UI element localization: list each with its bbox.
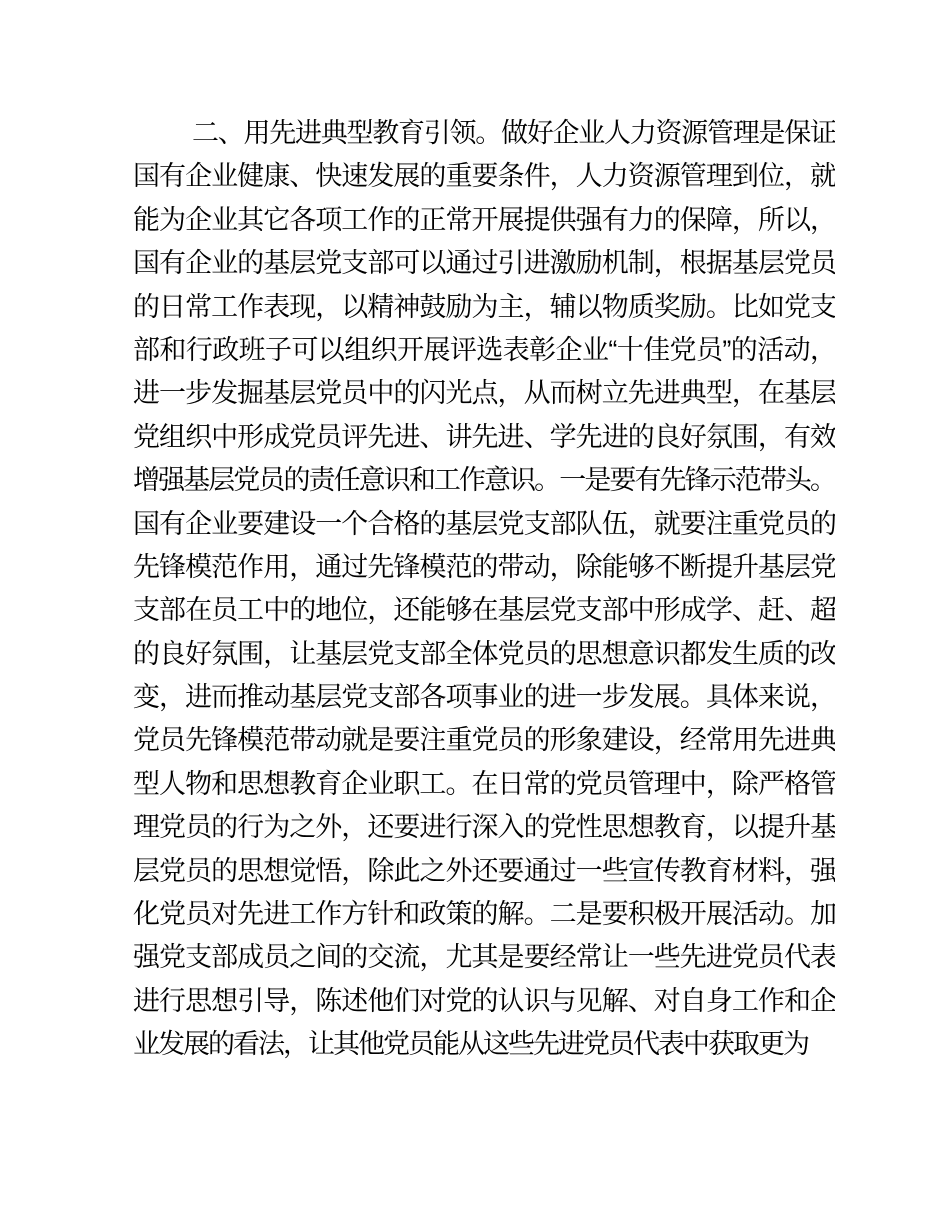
text-line: 进一步发掘基层党员中的闪光点，从而树立先进典型，在基层: [133, 378, 835, 409]
text-line: 的日常工作表现，以精神鼓励为主，辅以物质奖励。比如党支: [133, 291, 835, 322]
text-line: 的良好氛围，让基层党支部全体党员的思想意识都发生质的改: [133, 638, 835, 669]
text-line: 国有企业的基层党支部可以通过引进激励机制，根据基层党员: [133, 248, 835, 279]
text-line: 党员先锋模范带动就是要注重党员的形象建设，经常用先进典: [133, 725, 835, 756]
text-line: 进行思想引导，陈述他们对党的认识与见解、对自身工作和企: [133, 985, 835, 1016]
text-line: 型人物和思想教育企业职工。在日常的党员管理中，除严格管: [133, 768, 835, 799]
text-line: 党组织中形成党员评先进、讲先进、学先进的良好氛围，有效: [133, 421, 835, 452]
text-line: 理党员的行为之外，还要进行深入的党性思想教育，以提升基: [133, 812, 835, 843]
text-line: 化党员对先进工作方针和政策的解。二是要积极开展活动。加: [133, 899, 835, 930]
text-line: 国有企业要建设一个合格的基层党支部队伍，就要注重党员的: [133, 508, 835, 539]
text-line: 国有企业健康、快速发展的重要条件，人力资源管理到位，就: [133, 161, 835, 192]
text-line: 强党支部成员之间的交流，尤其是要经常让一些先进党员代表: [133, 942, 835, 973]
text-line: 先锋模范作用，通过先锋模范的带动，除能够不断提升基层党: [133, 551, 835, 582]
text-line: 层党员的思想觉悟，除此之外还要通过一些宣传教育材料，强: [133, 855, 835, 886]
text-line: 部和行政班子可以组织开展评选表彰企业“十佳党员”的活动，: [133, 334, 835, 365]
text-line: 变，进而推动基层党支部各项事业的进一步发展。具体来说，: [133, 682, 835, 713]
text-line: 业发展的看法，让其他党员能从这些先进党员代表中获取更为: [133, 1029, 808, 1060]
paragraph-body: [133, 112, 835, 1067]
text-line: 二、用先进典型教育引领。做好企业人力资源管理是保证: [192, 118, 835, 148]
text-line: 支部在员工中的地位，还能够在基层党支部中形成学、赶、超: [133, 595, 835, 626]
text-line: 能为企业其它各项工作的正常开展提供强有力的保障，所以，: [133, 204, 835, 235]
text-line: 增强基层党员的责任意识和工作意识。一是要有先锋示范带头。: [133, 465, 835, 496]
